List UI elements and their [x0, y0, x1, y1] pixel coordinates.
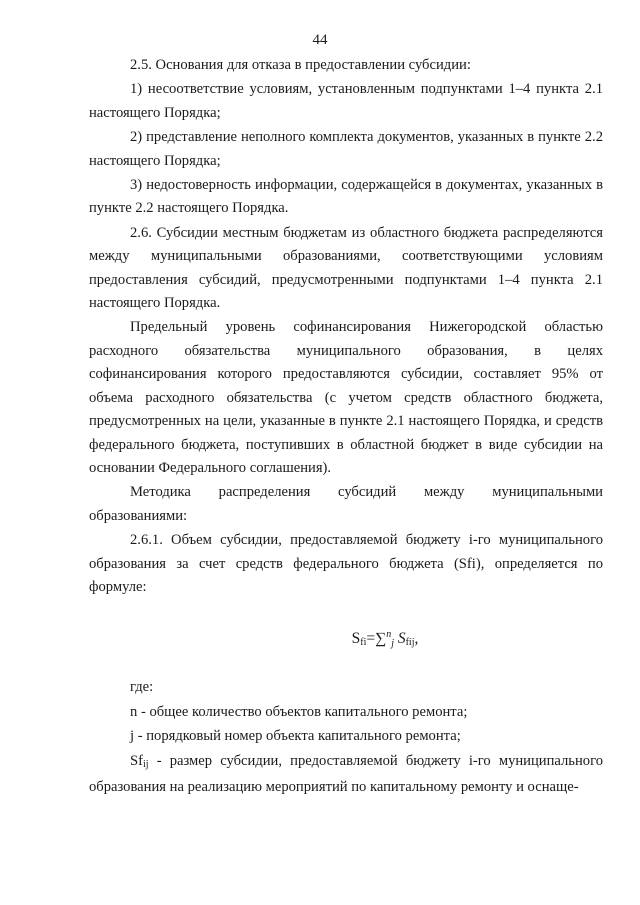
formula-term-subscript: fij	[405, 637, 415, 649]
sfij-definition: - размер субсидии, предоставляемой бюджету i-го муниципального образования на реализацию мероприятий по капитальному ремонту и оснаще-	[89, 752, 603, 795]
formula-sum-sign: ∑	[375, 630, 387, 648]
formula-sfi	[89, 623, 603, 656]
formula-term: S	[397, 630, 406, 648]
paragraph-2-6-1: 2.6.1. Объем субсидии, предоставляемой бюджету i-го муниципального образования за счет средств федерального бюджета (Sfi), определяется по формуле:	[89, 532, 603, 595]
sfij-subscript: ij	[142, 758, 149, 770]
formula-equals: =	[366, 630, 376, 648]
formula-lhs-subscript: fi	[360, 637, 367, 649]
formula-tail: ,	[414, 630, 419, 648]
paragraph-reason-3: 3) недостоверность информации, содержащейся в документах, указанных в пункте 2.2 настоящего Порядка.	[89, 177, 603, 217]
paragraph-reason-1: 1) несоответствие условиям, установленным подпунктами 1–4 пункта 2.1 настоящего Порядка;	[89, 81, 603, 121]
formula-sum-lower: j	[391, 638, 394, 650]
formula-sum-upper: n	[386, 629, 392, 641]
page-number: 44	[312, 32, 328, 48]
paragraph-2-6: 2.6. Субсидии местным бюджетам из областного бюджета распределяются между муниципальными образованиями, соответствующими условиям предоставления субсидий, предусмотренными подпунктами 1–4 пункта 2.1 настоящего Порядка.	[89, 224, 603, 312]
paragraph-where: где:	[130, 679, 154, 696]
sfij-symbol: Sf	[130, 752, 143, 769]
page-content	[89, 54, 603, 800]
paragraph-methodology: Методика распределения субсидий между муниципальными образованиями:	[89, 484, 603, 524]
paragraph-def-n: n - общее количество объектов капитального ремонта;	[130, 703, 468, 720]
paragraph-def-sfij	[89, 750, 603, 800]
formula-lhs: S	[351, 630, 361, 648]
paragraph-reason-2: 2) представление неполного комплекта документов, указанных в пункте 2.2 настоящего Порядка;	[89, 129, 603, 169]
paragraph-def-j: j - порядковый номер объекта капитального ремонта;	[130, 728, 461, 745]
paragraph-2-5: 2.5. Основания для отказа в предоставлении субсидии:	[130, 57, 471, 73]
paragraph-cofinancing-level: Предельный уровень софинансирования Нижегородской областью расходного обязательства муниципального образования, в целях софинансирования которого предоставляются субсидии, составляет 95% от объема расходного обязательства (с учетом средств областного бюджета, предусмотренных на цели, указанные в пункте 2.1 настоящего Порядка, и средств федерального бюджета, поступивших в областной бюджет в виде субсидии на основании Федерального соглашения).	[89, 319, 603, 476]
